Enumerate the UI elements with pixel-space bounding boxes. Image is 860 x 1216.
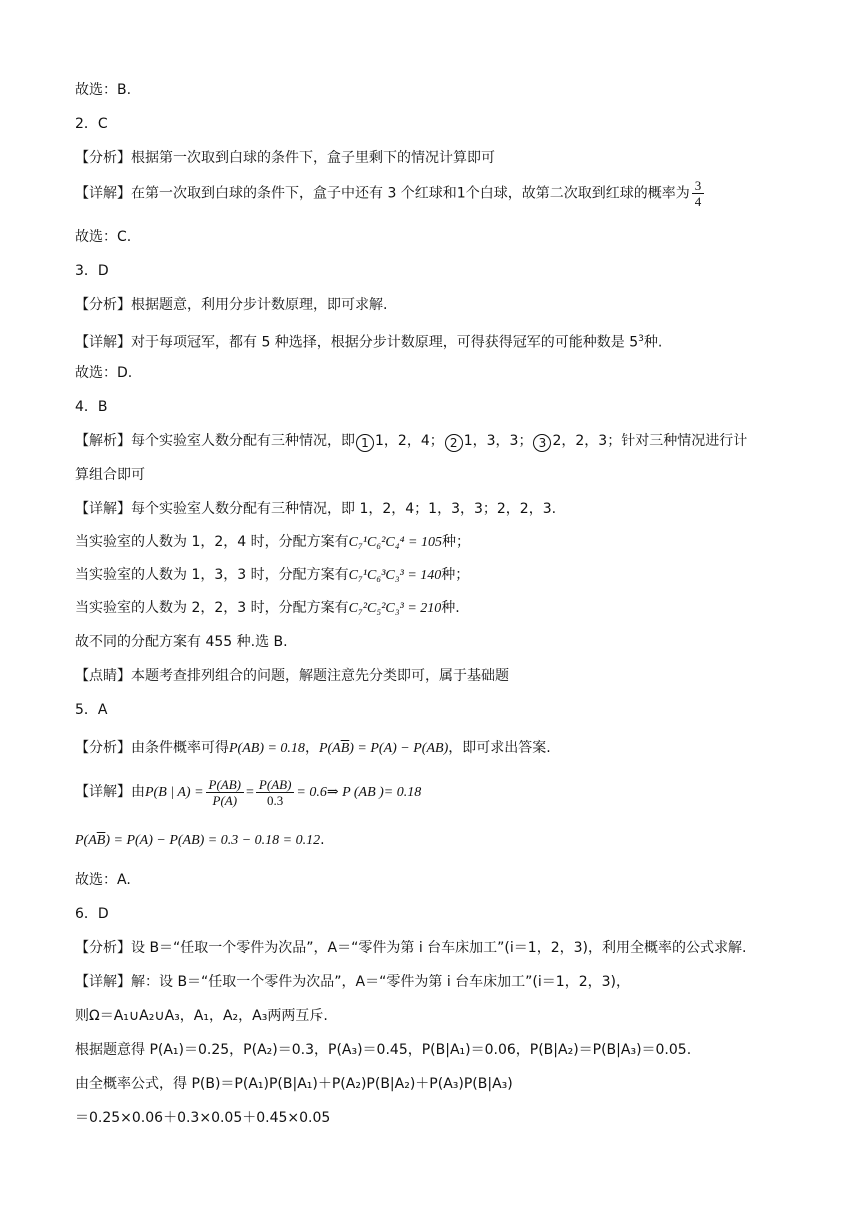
answer-line <box>75 227 131 247</box>
fraction <box>256 777 294 808</box>
denominator: P(A) <box>212 792 238 808</box>
text: 种. <box>643 334 663 351</box>
text: 2．C <box>75 116 108 132</box>
detail-line <box>75 1108 330 1128</box>
text: 故选：A. <box>75 872 131 888</box>
text: 1，3，3； <box>463 433 533 449</box>
text: ＝0.25×0.06＋0.3×0.05＋0.45×0.05 <box>75 1110 331 1126</box>
numerator: P(AB) <box>206 777 244 793</box>
text: 由全概率公式，得 P(B)＝P(A₁)P(B|A₁)＋P(A₂)P(B|A₂)＋P(A₃)P(B|A₃) <box>75 1076 513 1092</box>
text: 1，2，4； <box>375 433 444 449</box>
fraction <box>206 777 244 808</box>
analysis-line <box>75 938 746 958</box>
solution-line <box>75 465 145 485</box>
formula: ) = P(A) − P(AB) = 0.3 − 0.18 = 0.12 <box>105 833 321 848</box>
text: . <box>320 832 325 848</box>
text: 【分析】由条件概率可得 <box>75 740 229 756</box>
detail-line <box>75 1074 513 1094</box>
detail-line <box>75 772 421 813</box>
text: 【详解】在第一次取到白球的条件下，盒子中还有 3 个红球和1个白球，故第二次取到红球的概率为 <box>75 185 690 202</box>
detail-line <box>75 632 288 652</box>
text: 故选：D. <box>75 365 133 381</box>
formula: P(B | A) = <box>145 785 204 800</box>
text: 【解析】每个实验室人数分配有三种情况，即 <box>75 433 355 449</box>
analysis-line <box>75 738 551 759</box>
formula: P(A <box>75 833 97 848</box>
question-number <box>75 700 107 720</box>
fraction <box>692 178 705 209</box>
formula: P(A <box>318 741 341 756</box>
text: 当实验室的人数为 2，2，3 时，分配方案有 <box>75 600 349 616</box>
analysis-line <box>75 295 387 315</box>
text: 【分析】根据题意，利用分步计数原理，即可求解. <box>75 297 388 313</box>
answer-line <box>75 870 131 890</box>
formula: C₇¹C₆³C₃³ = 140 <box>348 568 442 583</box>
numerator: P(AB) <box>256 777 294 793</box>
question-number <box>75 261 109 281</box>
text: 种. <box>441 600 460 616</box>
detail-line <box>75 532 470 553</box>
text: 【分析】根据第一次取到白球的条件下，盒子里剩下的情况计算即可 <box>75 150 495 166</box>
text: 故不同的分配方案有 455 种.选 B. <box>75 634 288 650</box>
question-number <box>75 114 108 134</box>
formula-overline: $\overline{B}$ <box>96 833 106 848</box>
text: 6．D <box>75 906 109 922</box>
formula: P(AB) = 0.18 <box>229 741 305 756</box>
denominator: 4 <box>694 194 702 209</box>
text: 【点睛】本题考查排列组合的问题，解题注意先分类即可，属于基础题 <box>75 668 509 684</box>
text: ，即可求出答案. <box>448 740 551 756</box>
text: 种； <box>441 534 470 550</box>
text: 5．A <box>75 702 108 718</box>
detail-line <box>75 329 662 353</box>
denominator: 0.3 <box>267 792 284 808</box>
formula: C₇¹C₆²C₄⁴ = 105 <box>348 535 442 550</box>
question-number <box>75 397 108 417</box>
circled-number: 3 <box>533 434 551 452</box>
text: 则Ω＝A₁∪A₂∪A₃，A₁，A₂，A₃两两互斥. <box>75 1008 328 1024</box>
comment-line <box>75 666 509 686</box>
detail-line <box>75 830 325 851</box>
text: 3．D <box>75 263 109 279</box>
detail-line <box>75 598 460 619</box>
formula: = 0.6⇒ P (AB )= 0.18 <box>296 785 422 800</box>
text: ， <box>304 740 319 756</box>
text: 【详解】对于每项冠军，都有 5 种选择，根据分步计数原理，可得获得冠军的可能种数是 5 <box>75 334 639 351</box>
circled-number: 1 <box>356 434 374 452</box>
numerator: 3 <box>692 178 705 194</box>
detail-line <box>75 565 469 586</box>
text: 种； <box>441 567 470 583</box>
detail-line <box>75 499 556 519</box>
text: 【分析】设 B＝“任取一个零件为次品”，A＝“零件为第 i 台车床加工”(i＝1，2，3)，利用全概率的公式求解. <box>75 940 747 956</box>
formula: C₇²C₅²C₃³ = 210 <box>348 601 442 616</box>
text: 【详解】解：设 B＝“任取一个零件为次品”，A＝“零件为第 i 台车床加工”(i＝1，2，3)， <box>75 974 630 990</box>
detail-line <box>75 1040 691 1060</box>
text: 当实验室的人数为 1，2，4 时，分配方案有 <box>75 534 349 550</box>
detail-line <box>75 972 630 992</box>
text: 【详解】每个实验室人数分配有三种情况，即 1，2，4；1，3，3；2，2，3. <box>75 501 557 517</box>
text: 2，2，3；针对三种情况进行计 <box>552 433 748 449</box>
analysis-line <box>75 148 495 168</box>
formula-overline: $\overline{B}$ <box>340 741 350 756</box>
text: 算组合即可 <box>75 467 145 483</box>
formula: ) = P(A) − P(AB) <box>349 741 449 756</box>
text: 根据题意得 P(A₁)＝0.25，P(A₂)＝0.3，P(A₃)＝0.45，P(B|A₁)＝0.06，P(B|A₂)＝P(B|A₃)＝0.05. <box>75 1042 692 1058</box>
formula: = <box>246 785 254 800</box>
text: 当实验室的人数为 1，3，3 时，分配方案有 <box>75 567 349 583</box>
text: 4．B <box>75 399 108 415</box>
circled-number: 2 <box>445 434 463 452</box>
text: 【详解】由 <box>75 784 145 800</box>
text: 故选：C. <box>75 229 132 245</box>
text: 故选：B. <box>75 82 132 98</box>
detail-line <box>75 178 706 209</box>
answer-line <box>75 363 132 383</box>
question-number <box>75 904 109 924</box>
exponent: 3 <box>638 334 644 344</box>
detail-line <box>75 1006 328 1026</box>
answer-line <box>75 80 131 100</box>
solution-line <box>75 431 747 452</box>
